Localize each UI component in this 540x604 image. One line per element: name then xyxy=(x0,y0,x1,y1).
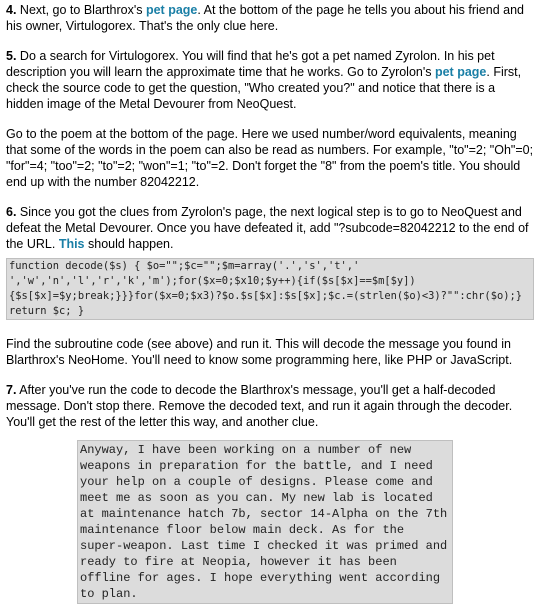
step-number: 7. xyxy=(6,383,17,397)
step-7-paragraph xyxy=(6,382,534,430)
poem-paragraph: Go to the poem at the bottom of the page. Here we used number/word equivalents, meaning that some of the words in the poem can also be read as numbers. For example, "to"=2; "Oh"=0; "for"=4; "too"=2; "to"=2; "won"=1; "to"=2. Don't forget the "8" from the poem's title. You should end up with the number 82042212. xyxy=(6,127,534,189)
zyrolon-pet-page-link[interactable]: pet page xyxy=(434,65,487,79)
step-text: Since you got the clues from Zyrolon's page, the next logical step is to go to NeoQuest and defeat the Metal Devourer. Once you have defeated it, add "?subcode=82042212 to the end of the URL. xyxy=(6,205,529,251)
step-text: Next, go to Blarthrox's xyxy=(16,3,146,17)
step-text: . First, check the source code to get the question, "Who created you?" and notice that there is a hidden image of the Metal Devourer from NeoQuest. xyxy=(6,65,522,111)
subroutine-paragraph: Find the subroutine code (see above) and run it. This will decode the message you found in Blarthrox's NeoHome. You'll need to know some programming here, like PHP or JavaScript. xyxy=(6,337,513,367)
step-number: 6. xyxy=(6,205,17,219)
step-number: 5. xyxy=(6,49,17,63)
this-link[interactable]: This xyxy=(58,237,85,251)
step-number: 4. xyxy=(6,3,17,17)
step-text: Do a search for Virtulogorex. You will find that he's got a pet named Zyrolon. In his pet description you will learn the approximate time that he works. Go to Zyrolon's xyxy=(6,49,495,79)
step-text: should happen. xyxy=(84,237,174,251)
decode-code-block: function decode($s) { $o="";$c="";$m=array('.','s','t',' ','w','n','l','r','k','m');for($x=0;$x10;$y++){if($s[$x]==$m[$y]){$s[$x]=$y;break;}}}for($x=0;$x3)?$o.$s[$x]:$s[$x];$c.=(strlen($o)<3)?"":chr($o);} return $c; } xyxy=(6,258,534,320)
step-6-paragraph xyxy=(6,204,534,252)
blarthrox-pet-page-link[interactable]: pet page xyxy=(145,3,198,17)
decoded-letter-block: Anyway, I have been working on a number of new weapons in preparation for the battle, and I need your help on a couple of designs. Please come and meet me as soon as you can. My new lab is located at maintenance hatch 7b, sector 14-Alpha on the 7th maintenance floor below main deck. As for the super-weapon. Last time I checked it was primed and ready to fire at Neopia, however it has been offline for ages. I hope everything went according to plan. xyxy=(77,440,453,604)
step-5-paragraph xyxy=(6,48,534,112)
step-text: After you've run the code to decode the Blarthrox's message, you'll get a half-decoded message. Don't stop there. Remove the decoded text, and run it again through the decoder. You'll get the rest of the letter this way, and another clue. xyxy=(6,383,513,429)
step-4-paragraph xyxy=(6,2,534,34)
step-text: . At the bottom of the page he tells you about his friend and his owner, Virtulogorex. That's the only clue here. xyxy=(6,3,524,33)
